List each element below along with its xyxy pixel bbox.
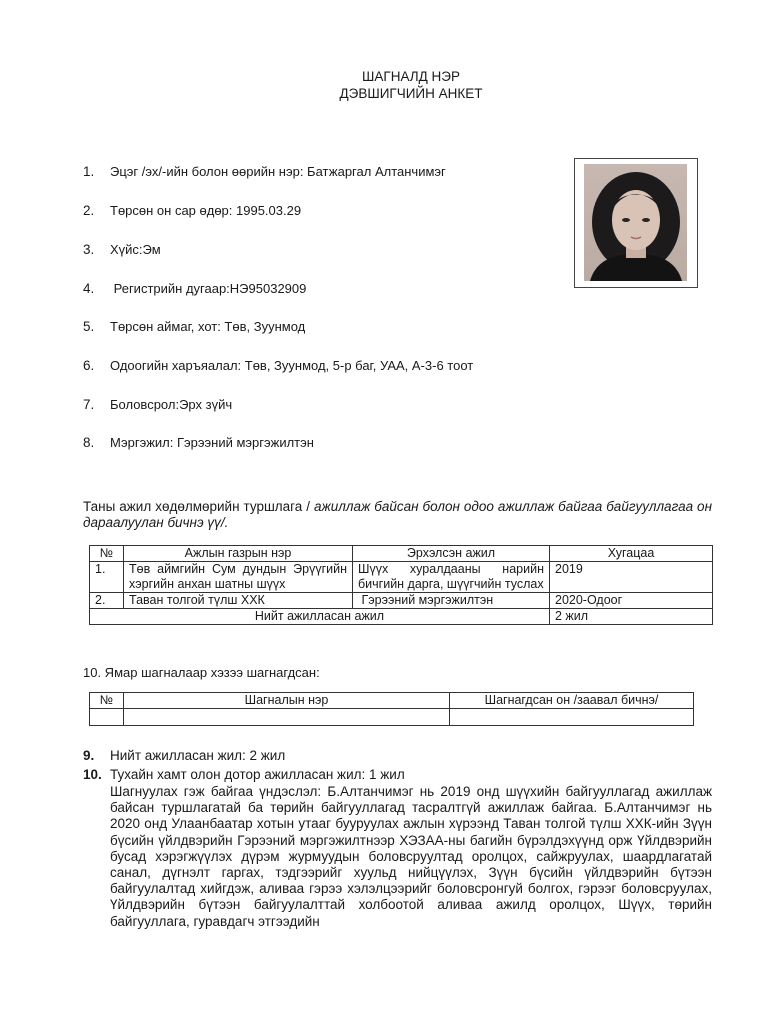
row-position: Гэрээний мэргэжилтэн — [353, 593, 550, 609]
field-profession — [83, 433, 314, 453]
experience-intro-italic: ажиллаж байсан болон одоо ажиллаж байгаа байгууллагаа он дараалуулан бичнэ үү/. — [83, 499, 712, 530]
document-title — [0, 68, 768, 102]
col-header-award-year: Шагнагдсан он /заавал бичнэ/ — [450, 693, 694, 709]
field-text: Мэргэжил: Гэрээний мэргэжилтэн — [110, 435, 314, 450]
nomination-justification: Шагнуулах гэж байгаа үндэслэл: Б.Алтанчимэг нь 2019 онд шүүхийн байгууллагад ажиллаж байсан туршлагатай ба төрийн байгууллагад тасралтгүй ажиллаж байгаа. Б.Алтанчимэг нь 2020 онд Улаанбаатар хотын утааг бууруулах ажлын хүрээнд Таван толгой түлш ХХК-ийн Зүүн бүсийн үйлдвэрийн Гэрээний мэргэжилтнээр ХЭЗАА-ны багийн бүрэлдэхүүнд орж Үйлдвэрийн бусад хэрэгжүүлэх дүрэм журмуудын боловсруултад оролцох, сайжруулах, шаардлагатай санал, дүгнэлт гаргах, тэдгээрийг хуульд нийцүүлэх, Зүүн бүсийн үйлдвэрийн бүтээн байгуулалтад хийгдэж, аливаа гэрээ хэлэлцээрийг боловсронгуй болгох, гэрээг боловсруулах, Үйлдвэрийн бүтээн байгуулалттай холбоотой аливаа ажилд оролцох, Шүүх, төрийн байгууллага, гуравдагч этгээдийн — [110, 784, 712, 929]
col-header-number: № — [90, 546, 124, 562]
item-number: 9. — [83, 748, 95, 763]
field-registration-number — [83, 279, 306, 299]
total-value: 2 жил — [550, 609, 713, 625]
item-text: Нийт ажилласан жил: 2 жил — [110, 748, 286, 763]
field-number: 8. — [83, 435, 95, 450]
field-full-name — [83, 162, 446, 182]
table-row — [90, 593, 713, 609]
empty-cell — [90, 709, 124, 726]
title-line-1: ШАГНАЛД НЭР — [362, 69, 460, 84]
empty-cell — [450, 709, 694, 726]
portrait-image — [584, 164, 687, 281]
field-number: 6. — [83, 358, 95, 373]
field-gender — [83, 240, 161, 260]
experience-intro-normal: Таны ажил хөдөлмөрийн туршлага / — [83, 499, 314, 514]
title-line-2: ДЭВШИГЧИЙН АНКЕТ — [339, 86, 483, 101]
experience-table — [89, 545, 713, 625]
applicant-photo — [574, 158, 698, 288]
field-current-address — [83, 356, 473, 376]
row-organization: Төв аймгийн Сум дундын Эрүүгийн хэргийн анхан шатны шүүх — [124, 562, 353, 593]
table-header-row — [90, 693, 694, 709]
total-years-worked — [83, 747, 285, 764]
row-number: 1. — [90, 562, 124, 593]
field-number: 4. — [83, 281, 95, 296]
col-header-award-name: Шагналын нэр — [124, 693, 450, 709]
field-text: Эцэг /эх/-ийн болон өөрийн нэр: Батжаргал Алтанчимэг — [110, 164, 446, 179]
row-period: 2020-Одоог — [550, 593, 713, 609]
col-header-organization: Ажлын газрын нэр — [124, 546, 353, 562]
field-text: Хүйс:Эм — [110, 242, 161, 257]
table-header-row — [90, 546, 713, 562]
col-header-number: № — [90, 693, 124, 709]
field-number: 3. — [83, 242, 95, 257]
table-total-row — [90, 609, 713, 625]
field-text: Төрсөн аймаг, хот: Төв, Зуунмод — [110, 319, 306, 334]
field-text: Одоогийн харъяалал: Төв, Зуунмод, 5-р баг, УАА, А-3-6 тоот — [110, 358, 474, 373]
field-number: 5. — [83, 319, 95, 334]
field-text: Төрсөн он сар өдөр: 1995.03.29 — [110, 203, 302, 218]
item-text: Тухайн хамт олон дотор ажилласан жил: 1 жил — [110, 767, 405, 782]
empty-cell — [124, 709, 450, 726]
awards-table — [89, 692, 694, 726]
table-row — [90, 562, 713, 593]
col-header-position: Эрхэлсэн ажил — [353, 546, 550, 562]
field-birth-date — [83, 201, 301, 221]
col-header-period: Хугацаа — [550, 546, 713, 562]
field-birthplace — [83, 317, 305, 337]
field-education — [83, 395, 232, 415]
row-number: 2. — [90, 593, 124, 609]
field-number: 2. — [83, 203, 95, 218]
field-number: 1. — [83, 164, 95, 179]
field-number: 7. — [83, 397, 95, 412]
total-label: Нийт ажилласан ажил — [90, 609, 550, 625]
years-in-team — [83, 766, 405, 783]
field-text: Регистрийн дугаар:НЭ95032909 — [110, 281, 307, 296]
item-number: 10. — [83, 767, 102, 782]
row-period: 2019 — [550, 562, 713, 593]
row-organization: Таван толгой түлш ХХК — [124, 593, 353, 609]
table-row-empty — [90, 709, 694, 726]
experience-intro — [83, 499, 712, 531]
row-position: Шүүх хуралдааны нарийн бичгийн дарга, шүүгчийн туслах — [353, 562, 550, 593]
awards-question: 10. Ямар шагналаар хэзээ шагнагдсан: — [83, 665, 320, 680]
field-text: Боловсрол:Эрх зүйч — [110, 397, 233, 412]
